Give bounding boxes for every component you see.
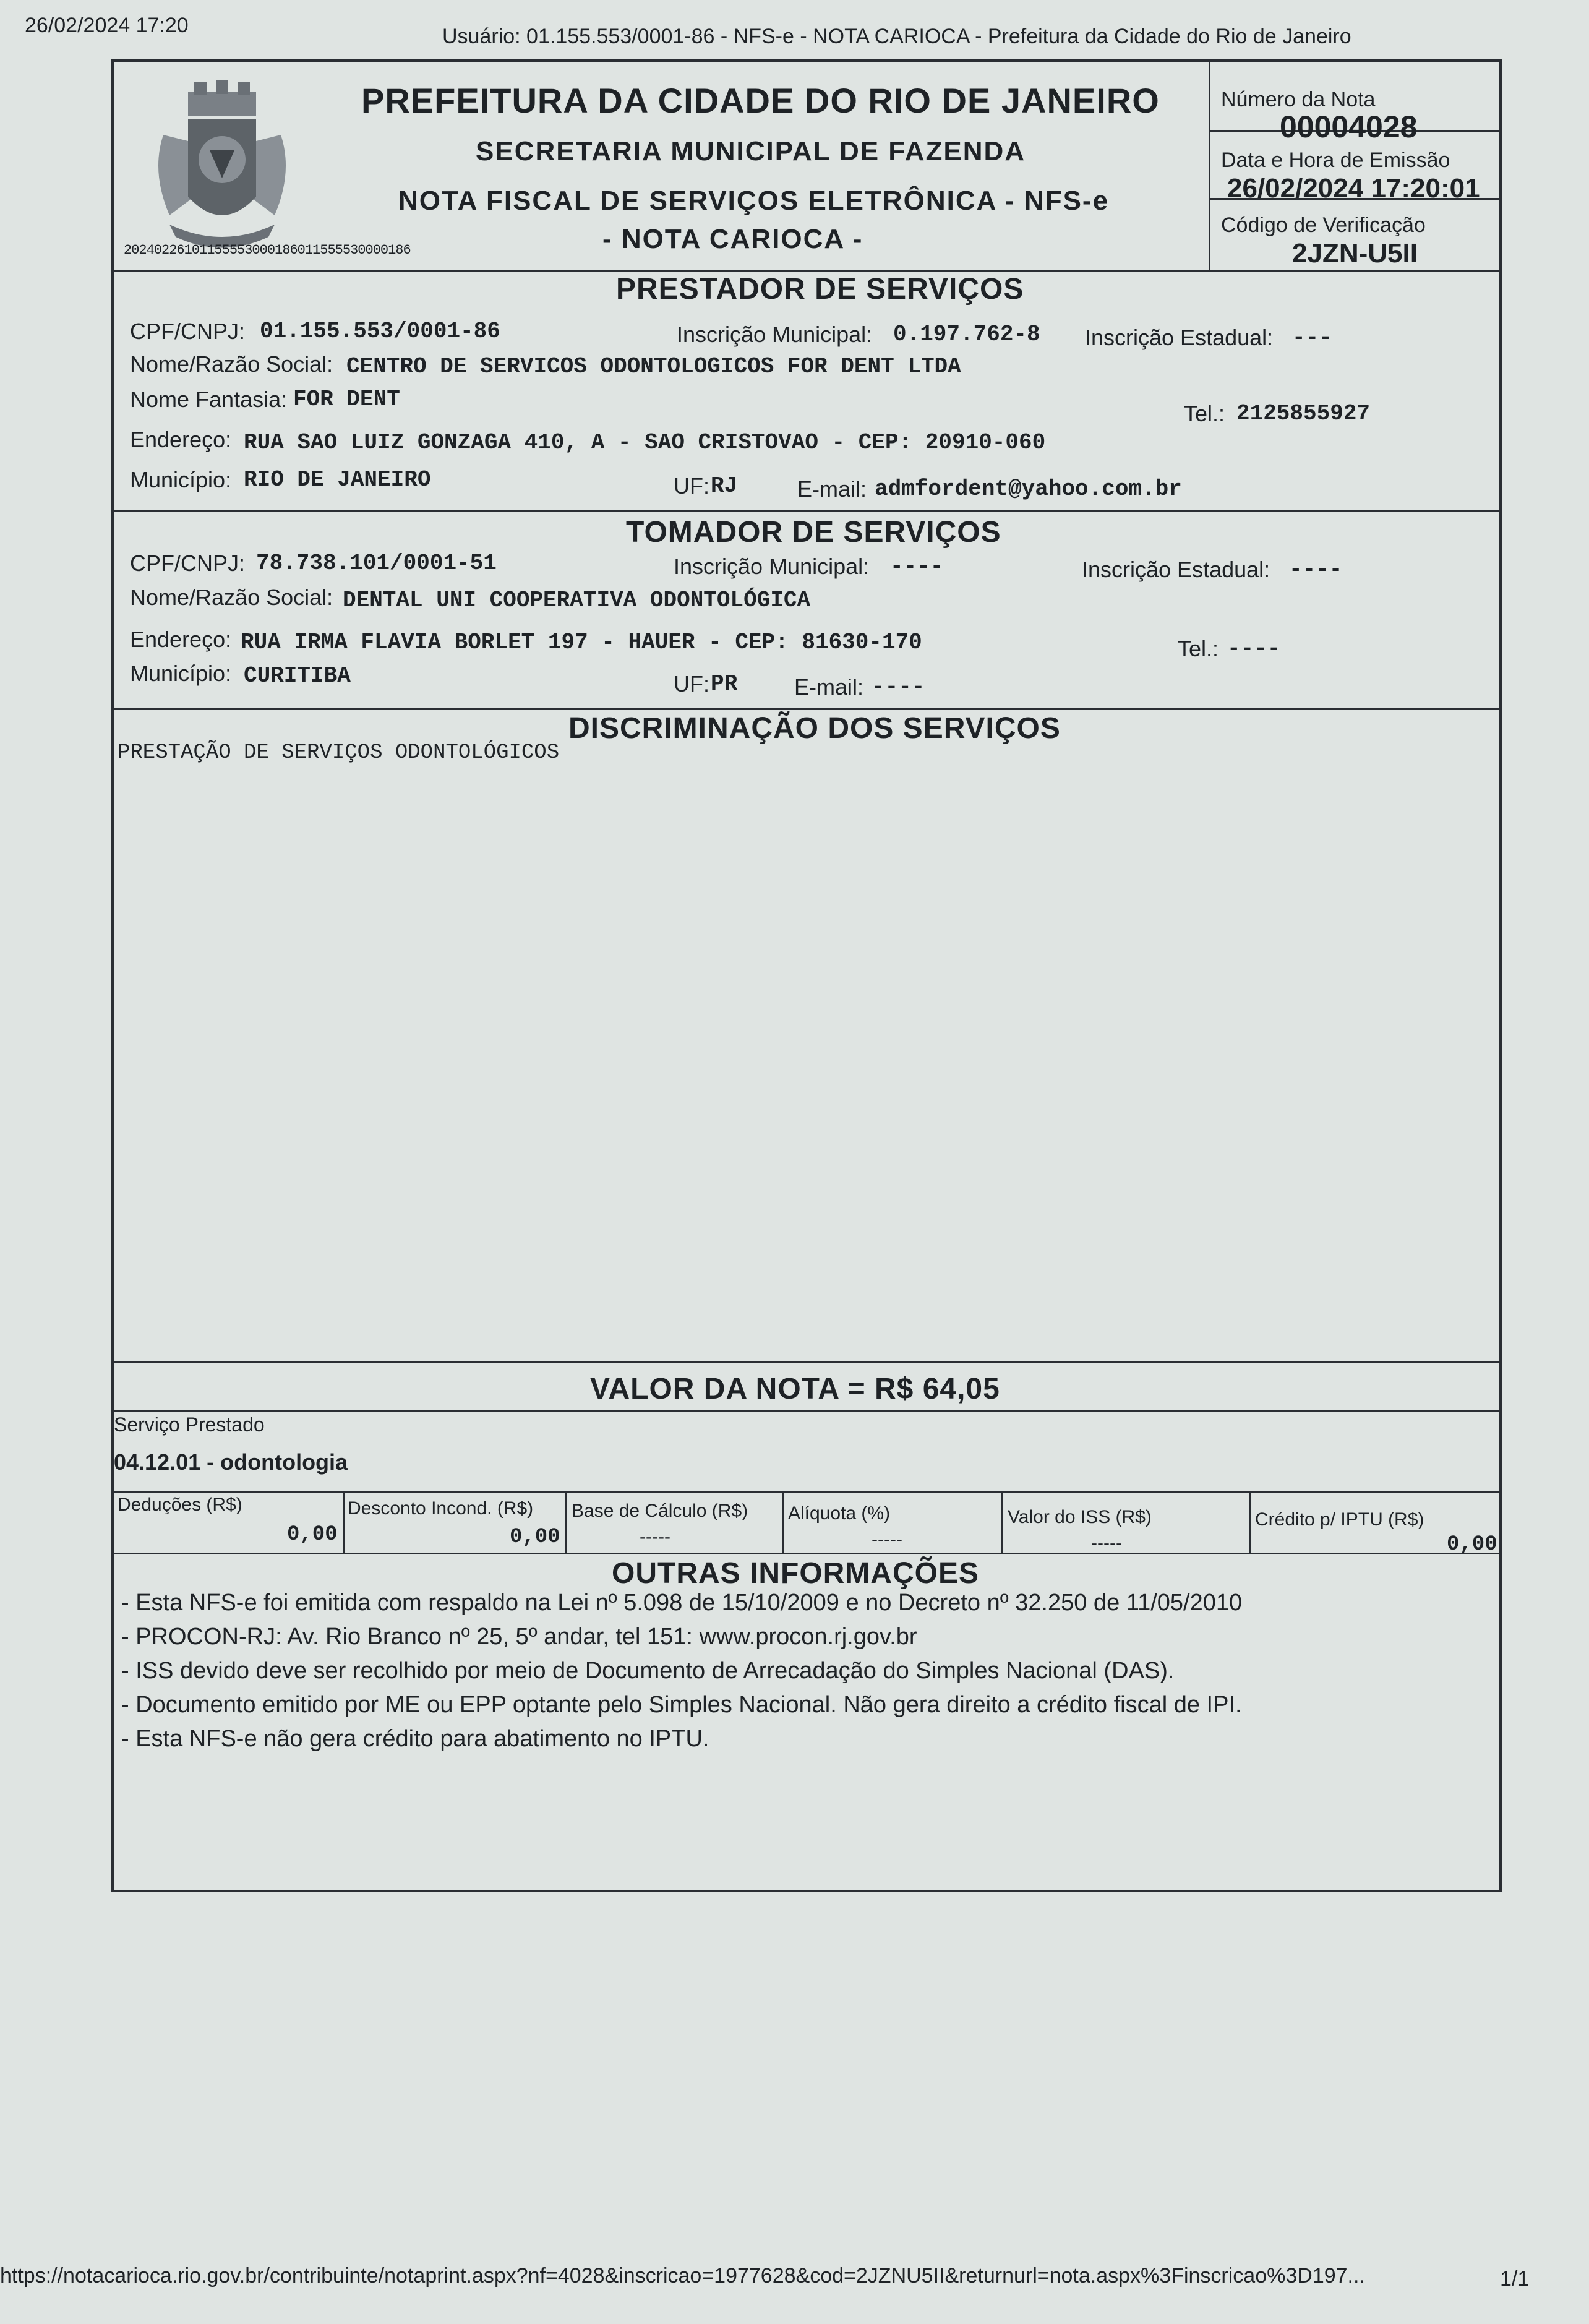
footer-page: 1/1 xyxy=(1500,2267,1530,2291)
tomador-ie: ---- xyxy=(1289,557,1343,582)
prestador-cnpj-label: CPF/CNPJ: xyxy=(130,319,246,344)
aliquota-value: ----- xyxy=(872,1529,902,1550)
prestador-im-label: Inscrição Municipal: xyxy=(677,322,873,347)
print-user-line: Usuário: 01.155.553/0001-86 - NFS-e - NOTA CARIOCA - Prefeitura da Cidade do Rio de Janeiro xyxy=(442,25,1351,48)
prestador-tel: 2125855927 xyxy=(1236,401,1371,426)
desconto-label: Desconto Incond. (R$) xyxy=(348,1498,534,1519)
valor-iss-value: ----- xyxy=(1091,1533,1122,1553)
outras-line-4: - Documento emitido por ME ou EPP optante pelo Simples Nacional. Não gera direito a crédito fiscal de IPI. xyxy=(121,1692,1242,1718)
prestador-fantasia-label: Nome Fantasia: xyxy=(130,387,288,412)
tomador-cnpj-label: CPF/CNPJ: xyxy=(130,551,246,576)
outras-line-5: - Esta NFS-e não gera crédito para abatimento no IPTU. xyxy=(121,1726,709,1752)
prestador-title: PRESTADOR DE SERVIÇOS xyxy=(616,273,1024,306)
prestador-uf-label: UF: xyxy=(674,473,709,499)
prestador-endereco-label: Endereço: xyxy=(130,427,232,452)
base-calculo-label: Base de Cálculo (R$) xyxy=(572,1501,748,1521)
tomador-endereco-label: Endereço: xyxy=(130,627,232,652)
outras-line-2: - PROCON-RJ: Av. Rio Branco nº 25, 5º andar, tel 151: www.procon.rj.gov.br xyxy=(121,1624,917,1650)
verificacao-value: 2JZN-U5II xyxy=(1292,238,1418,268)
issuer-title: PREFEITURA DA CIDADE DO RIO DE JANEIRO xyxy=(361,81,1160,120)
tomador-ie-label: Inscrição Estadual: xyxy=(1082,557,1270,582)
tributos-row xyxy=(114,1491,1499,1556)
base-calculo-value: ----- xyxy=(640,1527,670,1547)
emissao-value: 26/02/2024 17:20:01 xyxy=(1227,173,1480,204)
tomador-uf-label: UF: xyxy=(674,671,709,697)
numero-nota-value: 00004028 xyxy=(1280,109,1418,144)
tomador-endereco: RUA IRMA FLAVIA BORLET 197 - HAUER - CEP: 81630-170 xyxy=(241,630,922,655)
tomador-im-label: Inscrição Municipal: xyxy=(674,554,870,579)
servico-value: 04.12.01 - odontologia xyxy=(114,1449,348,1475)
nfse-document xyxy=(111,59,1502,1892)
valor-iss-label: Valor do ISS (R$) xyxy=(1008,1507,1152,1527)
tomador-municipio: CURITIBA xyxy=(244,663,351,688)
tomador-tel: ---- xyxy=(1227,636,1281,661)
outras-line-3: - ISS devido deve ser recolhido por meio de Documento de Arrecadação do Simples Nacional (DAS). xyxy=(121,1658,1175,1684)
deducoes-label: Deduções (R$) xyxy=(118,1494,242,1515)
print-datetime: 26/02/2024 17:20 xyxy=(25,14,189,37)
deducoes-value: 0,00 xyxy=(287,1523,338,1546)
prestador-nome: CENTRO DE SERVICOS ODONTOLOGICOS FOR DENT LTDA xyxy=(346,354,961,379)
prestador-uf: RJ xyxy=(711,473,738,499)
tomador-title: TOMADOR DE SERVIÇOS xyxy=(626,516,1001,549)
outras-title: OUTRAS INFORMAÇÕES xyxy=(612,1557,979,1590)
prestador-email: admfordent@yahoo.com.br xyxy=(875,476,1182,502)
barcode-text: 20240226101155553000186011555530000186 xyxy=(124,242,411,258)
tomador-email: ---- xyxy=(872,674,925,700)
prestador-email-label: E-mail: xyxy=(797,476,867,502)
tomador-im: ---- xyxy=(890,554,944,579)
secretaria-title: SECRETARIA MUNICIPAL DE FAZENDA xyxy=(476,136,1026,166)
valor-nota: VALOR DA NOTA = R$ 64,05 xyxy=(590,1373,1000,1405)
numero-nota-label: Número da Nota xyxy=(1221,88,1376,111)
tomador-email-label: E-mail: xyxy=(794,674,864,700)
discriminacao-text: PRESTAÇÃO DE SERVIÇOS ODONTOLÓGICOS xyxy=(118,741,560,765)
verificacao-label: Código de Verificação xyxy=(1221,213,1426,237)
credito-iptu-label: Crédito p/ IPTU (R$) xyxy=(1255,1509,1424,1530)
tomador-municipio-label: Município: xyxy=(130,661,232,686)
prestador-nome-label: Nome/Razão Social: xyxy=(130,351,333,377)
prestador-tel-label: Tel.: xyxy=(1184,401,1225,426)
tomador-uf: PR xyxy=(711,671,738,697)
prestador-ie-label: Inscrição Estadual: xyxy=(1085,325,1274,350)
emissao-label: Data e Hora de Emissão xyxy=(1221,148,1450,172)
footer-url: https://notacarioca.rio.gov.br/contribuinte/notaprint.aspx?nf=4028&inscricao=1977628&cod=2JZNU5II&returnurl=nota.aspx%3Finscricao%3D197... xyxy=(0,2264,1365,2288)
credito-iptu-value: 0,00 xyxy=(1447,1533,1497,1556)
prestador-im: 0.197.762-8 xyxy=(893,322,1040,347)
tomador-nome: DENTAL UNI COOPERATIVA ODONTOLÓGICA xyxy=(343,588,811,613)
servico-label: Serviço Prestado xyxy=(114,1413,265,1436)
prestador-municipio-label: Município: xyxy=(130,467,232,492)
discriminacao-title: DISCRIMINAÇÃO DOS SERVIÇOS xyxy=(568,712,1061,745)
prestador-ie: --- xyxy=(1292,325,1332,350)
desconto-value: 0,00 xyxy=(510,1525,560,1549)
prestador-cnpj: 01.155.553/0001-86 xyxy=(260,319,500,344)
tomador-cnpj: 78.738.101/0001-51 xyxy=(256,551,497,576)
coat-of-arms-icon xyxy=(145,79,299,265)
prestador-endereco: RUA SAO LUIZ GONZAGA 410, A - SAO CRISTOVAO - CEP: 20910-060 xyxy=(244,430,1046,455)
prestador-fantasia: FOR DENT xyxy=(293,387,400,412)
tomador-nome-label: Nome/Razão Social: xyxy=(130,585,333,610)
nota-carioca-title: - NOTA CARIOCA - xyxy=(602,224,863,254)
outras-line-1: - Esta NFS-e foi emitida com respaldo na Lei nº 5.098 de 15/10/2009 e no Decreto nº 32.250 de 11/05/2010 xyxy=(121,1590,1243,1616)
nfse-title: NOTA FISCAL DE SERVIÇOS ELETRÔNICA - NFS-e xyxy=(398,186,1110,216)
tomador-tel-label: Tel.: xyxy=(1178,636,1219,661)
prestador-municipio: RIO DE JANEIRO xyxy=(244,467,431,492)
aliquota-label: Alíquota (%) xyxy=(788,1503,891,1524)
